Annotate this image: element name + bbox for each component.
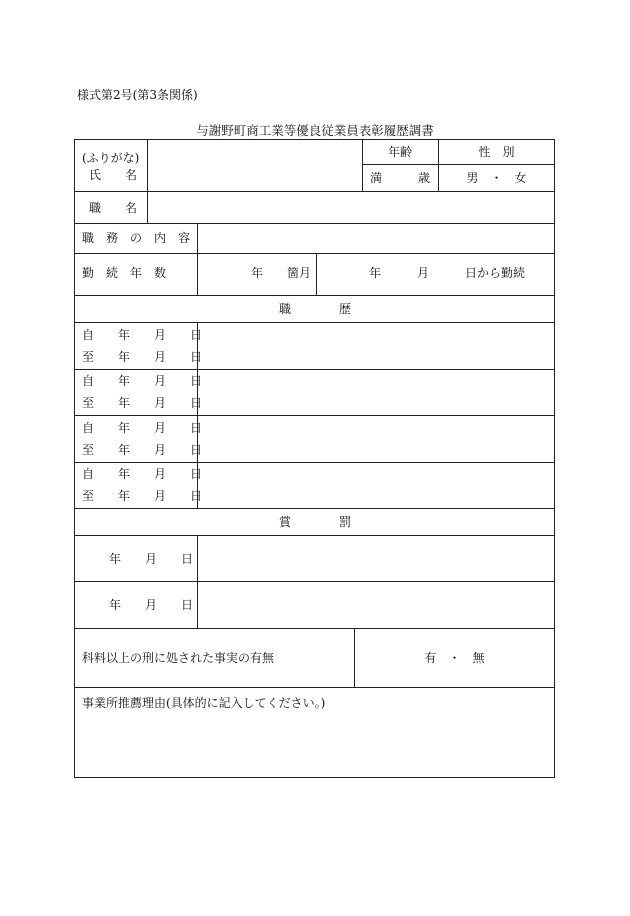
divider-row: [75, 535, 555, 536]
divider-row: [75, 581, 555, 582]
form-number-label: 様式第2号(第3条関係): [77, 88, 198, 102]
divider-row: [75, 223, 555, 224]
divider-row: [75, 253, 555, 254]
career-to-label: 至 年 月 日: [82, 489, 203, 503]
divider-row: [75, 628, 555, 629]
career-from-label: 自 年 月 日: [82, 467, 203, 481]
divider-col: [197, 223, 198, 295]
divider-row: [75, 295, 555, 296]
career-to-label: 至 年 月 日: [82, 443, 203, 457]
awards-header: 賞 罰: [278, 515, 351, 529]
career-record-form: [74, 139, 555, 778]
recommendation-label: 事業所推薦理由(具体的に記入してください。): [82, 696, 326, 710]
career-to-label: 至 年 月 日: [82, 396, 203, 410]
career-to-label: 至 年 月 日: [82, 350, 203, 364]
gender-value: 男 ・ 女: [466, 171, 527, 185]
furigana-label: (ふりがな): [82, 151, 140, 165]
divider-row: [75, 508, 555, 509]
name-label: 氏 名: [89, 168, 138, 182]
career-header: 職 歴: [278, 302, 351, 316]
divider-row: [75, 322, 555, 323]
divider-row: [75, 369, 555, 370]
document-title: 与謝野町商工業等優良従業員表彰履歴調書: [196, 123, 434, 138]
criminal-record-value: 有 ・ 無: [424, 651, 485, 665]
tenure-years: 年 箇月: [251, 266, 312, 280]
age-header: 年齢: [387, 145, 412, 159]
tenure-label: 勤 続 年 数: [82, 266, 167, 280]
award-date-label: 年 月 日: [109, 552, 194, 566]
divider-row: [75, 462, 555, 463]
tenure-since: 年 月 日から勤続: [369, 266, 526, 280]
career-from-label: 自 年 月 日: [82, 374, 203, 388]
divider-col: [197, 535, 198, 628]
divider-col: [316, 253, 317, 295]
divider-row: [75, 687, 555, 688]
divider-col: [147, 140, 148, 223]
award-date-label: 年 月 日: [109, 598, 194, 612]
position-label: 職 名: [89, 201, 138, 215]
career-from-label: 自 年 月 日: [82, 421, 203, 435]
career-from-label: 自 年 月 日: [82, 328, 203, 342]
gender-header: 性 別: [478, 145, 515, 159]
divider-row: [75, 415, 555, 416]
divider-age-gender: [362, 164, 555, 165]
age-value: 満 歳: [369, 171, 430, 185]
criminal-record-label: 科料以上の刑に処された事実の有無: [82, 651, 275, 665]
duties-label: 職 務 の 内 容: [82, 231, 191, 245]
